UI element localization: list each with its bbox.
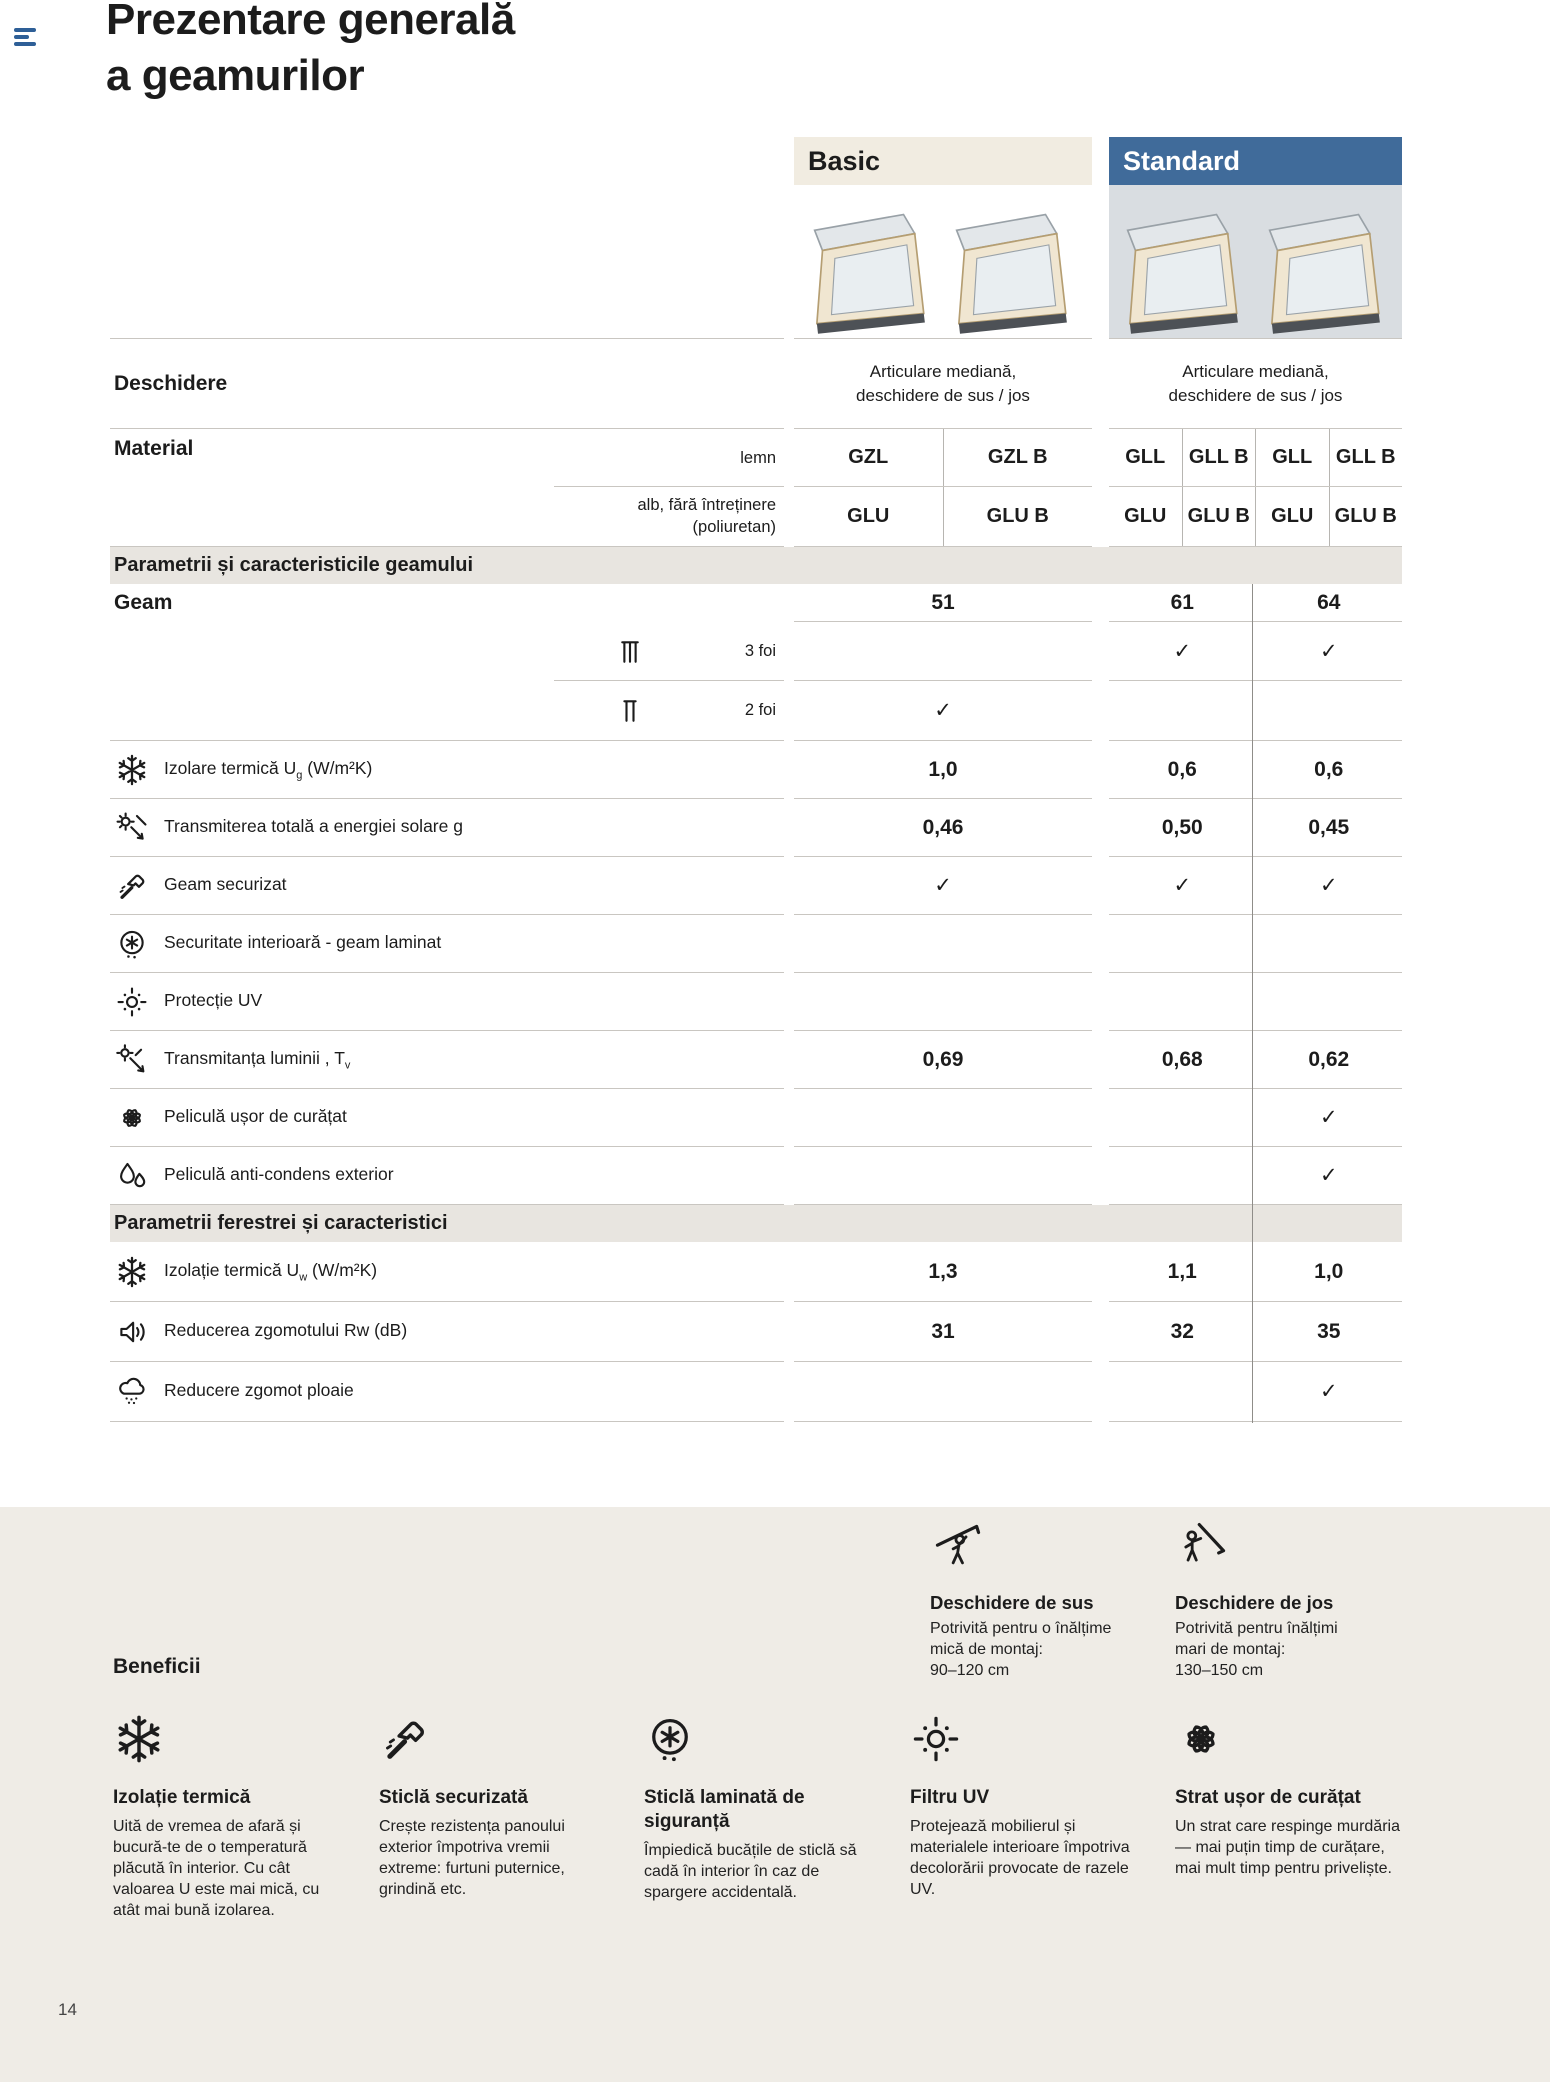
- snowflake-icon: [114, 753, 150, 787]
- person-open-bottom-icon: [1175, 1519, 1231, 1580]
- value-standard-b: 0,62: [1308, 1047, 1350, 1071]
- row-label: Reducerea zgomotului Rw (dB): [164, 1319, 408, 1340]
- model-code: GLU: [1109, 487, 1183, 546]
- uv-sun-icon: [114, 985, 150, 1019]
- opening-bottom-block: [1175, 1519, 1413, 1681]
- table-header-row: [110, 137, 1402, 185]
- speaker-icon: [114, 1315, 150, 1349]
- hammer-icon: [114, 869, 150, 903]
- value-basic: ✓: [794, 857, 1092, 915]
- value-basic: [794, 1089, 1092, 1147]
- panes-2-label: 2 foi: [744, 701, 776, 719]
- model-code: GLU B: [986, 505, 1049, 527]
- opening-standard-line1: Articulare mediană,: [1182, 361, 1329, 381]
- anti-condensation-icon: [114, 1159, 150, 1193]
- glass-section-header: Parametrii și caracteristicile geamului: [110, 547, 1402, 584]
- opening-basic-value: [794, 339, 1092, 429]
- value-standard-a: 32: [1170, 1319, 1194, 1343]
- value-standard-a: [1109, 1147, 1256, 1204]
- page-number: 14: [58, 2000, 77, 2019]
- value-basic: 31: [794, 1302, 1092, 1362]
- benefit-title: Sticlă laminată de siguranță: [644, 1787, 805, 1832]
- benefits-section: [0, 1507, 1550, 2082]
- easy-clean-icon: [114, 1101, 150, 1135]
- hammer-icon: [379, 1752, 431, 1769]
- row-label: Transmiterea totală a energiei solare g: [164, 815, 463, 836]
- value-basic: [794, 1147, 1092, 1205]
- snowflake-icon: [113, 1752, 165, 1769]
- opening-bottom-title: Deschidere de jos: [1175, 1592, 1334, 1613]
- easy-clean-icon: [1175, 1752, 1227, 1769]
- standard-column-divider: [1252, 584, 1253, 1423]
- benefit-title: Izolație termică: [113, 1787, 251, 1808]
- model-code: GLU B: [1334, 505, 1397, 527]
- benefit-body: Uită de vremea de afară și bucură-te de o temperatură plăcută în interior. Cu cât valoarea U este mai mică, cu atât mai bună izolarea.: [113, 1817, 320, 1920]
- snowflake-icon: [114, 1255, 150, 1289]
- product-images-row: [110, 185, 1402, 339]
- param-row-anti-condensation: [110, 1147, 1402, 1205]
- row-label: Izolare termică $U_g$ (W/m²K): [164, 757, 373, 782]
- page-title: [106, 0, 515, 104]
- value-basic: 51: [794, 584, 1092, 622]
- window-section-header: Parametrii ferestrei și caracteristici: [110, 1205, 1402, 1242]
- value-standard-b: ✓: [1319, 1164, 1338, 1187]
- param-row-solar-energy: [110, 799, 1402, 857]
- basic-product-image: [794, 185, 1092, 339]
- value-standard-b: [1256, 681, 1403, 740]
- value-standard-b: ✓: [1319, 1380, 1338, 1403]
- value-basic: [794, 915, 1092, 973]
- opening-top-block: [930, 1519, 1168, 1681]
- model-code: GLU: [794, 487, 944, 546]
- value-standard-a: [1109, 1362, 1256, 1421]
- row-label: Protecție UV: [164, 989, 263, 1010]
- value-standard-a: [1109, 915, 1256, 972]
- material-wood-label: lemn: [740, 448, 776, 467]
- param-row-laminated-glass: [110, 915, 1402, 973]
- row-label: Peliculă ușor de curățat: [164, 1105, 347, 1126]
- model-code: GLU B: [1183, 487, 1257, 546]
- page-title-line2: a geamurilor: [106, 50, 365, 100]
- row-label: Securitate interioară - geam laminat: [164, 931, 442, 952]
- value-standard-a: [1109, 681, 1256, 740]
- value-basic: [794, 973, 1092, 1031]
- value-standard-b: ✓: [1319, 1106, 1338, 1129]
- row-label: Geam securizat: [164, 873, 287, 894]
- basic-column-header: Basic: [794, 137, 1092, 185]
- benefits-label: Beneficii: [113, 1655, 201, 1678]
- value-standard-a: 61: [1170, 590, 1194, 614]
- panes-3-icon: [615, 637, 645, 667]
- value-standard-a: 0,68: [1161, 1047, 1203, 1071]
- standard-column-header: Standard: [1109, 137, 1402, 185]
- material-white-label-line2: (poliuretan): [692, 517, 776, 536]
- page-title-line1: Prezentare generală: [106, 0, 515, 44]
- param-row-rain-noise: [110, 1362, 1402, 1422]
- opening-bottom-body: Potrivită pentru înălțimi mari de montaj: 130–150 cm: [1175, 1620, 1338, 1680]
- uv-sun-icon: [910, 1752, 962, 1769]
- value-standard-b: 0,6: [1314, 757, 1344, 781]
- benefit-thermal-insulation: [113, 1713, 346, 1921]
- opening-basic-line2: deschidere de sus / jos: [856, 385, 1030, 405]
- roof-window-image: [1116, 210, 1254, 336]
- benefit-body: Protejează mobilierul și materialele interioare împotriva decolorării provocate de razele UV.: [910, 1817, 1130, 1899]
- value-standard-a: ✓: [1173, 639, 1192, 663]
- standard-product-image: [1109, 185, 1402, 339]
- value-basic: 1,0: [794, 741, 1092, 799]
- material-white-label: [110, 487, 784, 546]
- value-standard-a: 0,6: [1167, 757, 1197, 781]
- row-label: Reducere zgomot ploaie: [164, 1379, 354, 1400]
- roof-window-image: [803, 210, 941, 336]
- value-standard-a: [1109, 1089, 1256, 1146]
- roof-window-image: [1258, 210, 1396, 336]
- param-row-easy-clean: [110, 1089, 1402, 1147]
- opening-row-label: Deschidere: [110, 339, 784, 429]
- row-label: Peliculă anti-condens exterior: [164, 1163, 394, 1184]
- value-basic: [794, 1362, 1092, 1422]
- model-code: GLL B: [1183, 429, 1257, 486]
- opening-row: [110, 339, 1402, 429]
- material-white-label-line1: alb, fără întreținere: [637, 496, 776, 515]
- value-basic: 0,46: [794, 799, 1092, 857]
- value-standard-b: ✓: [1319, 639, 1338, 663]
- panes-2-row: [110, 681, 1402, 741]
- row-label: Izolație termică $U_w$ (W/m²K): [164, 1259, 378, 1284]
- benefit-body: Împiedică bucățile de sticlă să cadă în interior în caz de spargere accidentală.: [644, 1841, 857, 1901]
- value-standard-b: 35: [1317, 1319, 1341, 1343]
- roof-window-image: [945, 210, 1083, 336]
- brand-logo-icon: [14, 28, 36, 46]
- value-standard-b: 1,0: [1314, 1259, 1344, 1283]
- material-white-row: [110, 487, 1402, 547]
- model-code: GLL B: [1335, 446, 1396, 468]
- laminated-glass-icon: [644, 1752, 696, 1769]
- opening-basic-line1: Articulare mediană,: [869, 361, 1017, 381]
- person-open-top-icon: [930, 1519, 986, 1580]
- model-code: GLL: [1256, 429, 1330, 486]
- value-standard-b: 64: [1317, 590, 1341, 614]
- value-standard-b: ✓: [1319, 874, 1338, 897]
- value-basic: ✓: [794, 681, 1092, 741]
- glass-code-row: [110, 584, 1402, 622]
- param-row-uv-protection: [110, 973, 1402, 1031]
- value-standard-a: ✓: [1173, 874, 1192, 897]
- comparison-table: [110, 137, 1402, 1422]
- param-row-light-transmittance: [110, 1031, 1402, 1089]
- material-wood-row: [110, 429, 1402, 487]
- value-standard-a: 0,50: [1161, 815, 1203, 839]
- param-row-thermal-insulation-window: [110, 1242, 1402, 1302]
- value-standard-a: 1,1: [1167, 1259, 1197, 1283]
- panes-3-label: 3 foi: [744, 642, 776, 660]
- panes-3-row: [110, 622, 1402, 681]
- row-label: Transmitanța luminii , $T_v$: [164, 1047, 351, 1072]
- param-row-noise-reduction: [110, 1302, 1402, 1362]
- value-standard-b: [1256, 915, 1403, 972]
- benefit-uv-filter: [910, 1713, 1143, 1900]
- model-code: GZL: [794, 429, 944, 486]
- glass-row-label: Geam: [114, 591, 173, 614]
- value-basic: 1,3: [794, 1242, 1092, 1302]
- solar-energy-icon: [114, 811, 150, 845]
- benefit-laminated-glass: [644, 1713, 877, 1903]
- opening-standard-line2: deschidere de sus / jos: [1168, 385, 1343, 405]
- value-standard-b: [1256, 973, 1403, 1030]
- opening-top-title: Deschidere de sus: [930, 1592, 1094, 1613]
- benefit-toughened-glass: [379, 1713, 612, 1900]
- param-row-thermal-insulation-glass: [110, 741, 1402, 799]
- benefit-easy-clean: [1175, 1713, 1408, 1879]
- rain-cloud-icon: [114, 1375, 150, 1409]
- material-label: Material: [114, 437, 194, 460]
- model-code: GLU: [1256, 487, 1330, 546]
- benefit-title: Strat ușor de curățat: [1175, 1787, 1361, 1808]
- value-standard-a: [1109, 973, 1256, 1030]
- benefit-title: Sticlă securizată: [379, 1787, 528, 1808]
- value-standard-b: 0,45: [1308, 815, 1350, 839]
- benefit-body: Un strat care respinge murdăria — mai puțin timp de curățare, mai mult timp pentru priveliște.: [1175, 1817, 1400, 1877]
- opening-top-body: Potrivită pentru o înălțime mică de montaj: 90–120 cm: [930, 1620, 1112, 1680]
- laminated-glass-icon: [114, 927, 150, 961]
- panes-2-icon: [615, 696, 645, 726]
- benefit-body: Crește rezistența panoului exterior împotriva vremii extreme: furtuni puternice, grindină etc.: [379, 1817, 565, 1899]
- value-basic: 0,69: [794, 1031, 1092, 1089]
- value-basic: [794, 622, 1092, 681]
- model-code: GLL: [1109, 429, 1183, 486]
- model-code: GZL B: [987, 446, 1048, 468]
- param-row-toughened-glass: [110, 857, 1402, 915]
- opening-standard-value: [1109, 339, 1402, 429]
- benefit-title: Filtru UV: [910, 1787, 990, 1808]
- light-transmittance-icon: [114, 1043, 150, 1077]
